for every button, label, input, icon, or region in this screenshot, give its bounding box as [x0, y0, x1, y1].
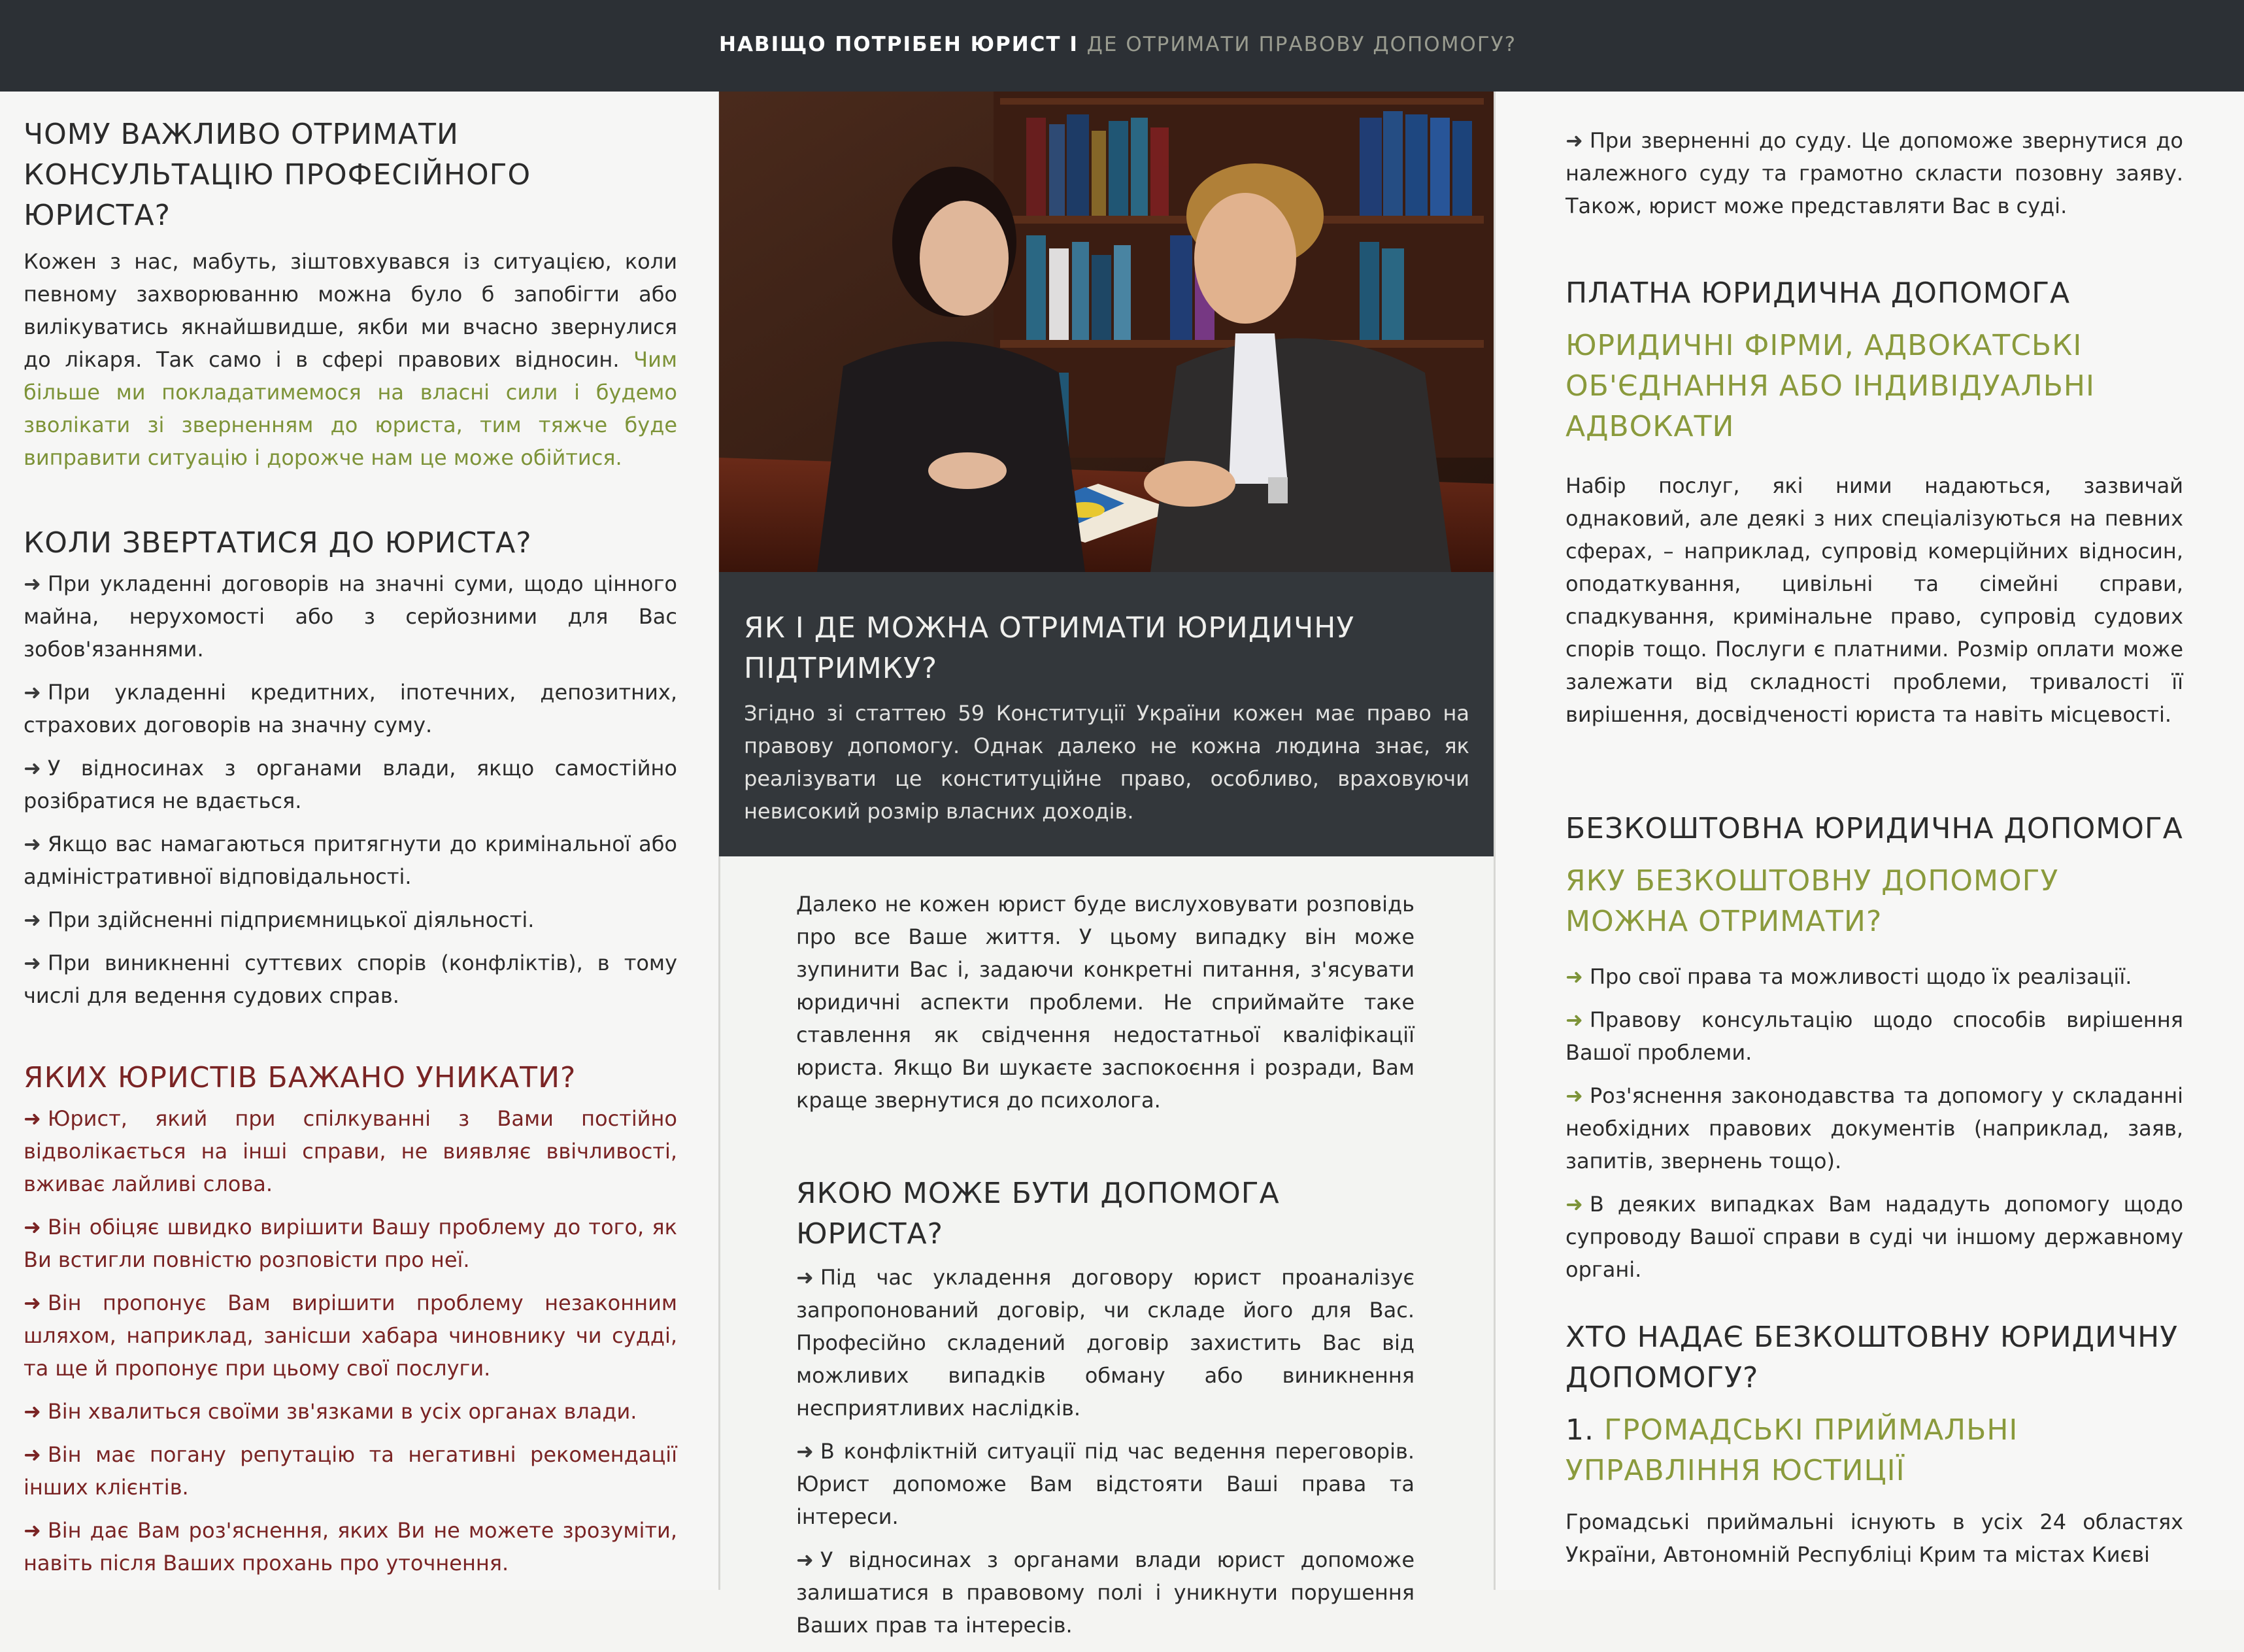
fold-line-right — [1494, 92, 1496, 1590]
header-bar — [0, 0, 2244, 92]
bullet-item — [24, 828, 677, 893]
arrow-right-icon: ➜ — [24, 1215, 41, 1239]
bullet-text: В конфліктній ситуації під час ведення переговорів. Юрист допоможе Вам відстояти Ваші права та інтереси. — [796, 1439, 1415, 1529]
bullet-item — [24, 1287, 677, 1385]
bullet-item — [24, 947, 677, 1012]
section-subtitle: ЯКУ БЕЗКОШТОВНУ ДОПОМОГУ МОЖНА ОТРИМАТИ? — [1566, 864, 2059, 938]
section-text: Набір послуг, які ними надаються, зазвичай однаковий, але деякі з них спеціалізуються на певних сферах, – наприклад, супровід комерційних відносин, оподаткування, цивільні та сімейні справи, спадкування, кримінальне право, супровід судових спорів тощо. Послуги є платними. Розмір оплати може залежати від складності проблеми, тривалості її вирішення, досвідченості юриста та навіть місцевості. — [1566, 473, 2183, 727]
section-title: ПЛАТНА ЮРИДИЧНА ДОПОМОГА — [1566, 277, 2071, 310]
middle-paragraph — [796, 888, 1415, 1117]
bullet-text: Він хвалиться своїми зв'язками в усіх органах влади. — [47, 1399, 637, 1424]
section-title: БЕЗКОШТОВНА ЮРИДИЧНА ДОПОМОГА — [1566, 812, 2183, 845]
bullet-item — [796, 1543, 1415, 1642]
section-when-to-contact — [24, 523, 677, 1022]
section-text: Громадські приймальні існують в усіх 24 областях України, Автономній Республіці Крим та містах Києві — [1566, 1509, 2183, 1567]
section-who-provides — [1566, 1317, 2183, 1571]
bullet-item — [24, 1514, 677, 1579]
bullet-text: Якщо вас намагаються притягнути до кримінальної або адміністративної відповідальності. — [24, 832, 677, 889]
bullet-text: При виникненні суттєвих спорів (конфліктів), в тому числі для ведення судових справ. — [24, 951, 677, 1008]
section-text: Згідно зі статтею 59 Конституції України кожен має право на правову допомогу. Однак далеко не кожна людина знає, як реалізувати це конституційне право, особливо, враховуючи невисокий розмір власних доходів. — [744, 701, 1469, 824]
list-number: 1. — [1566, 1413, 1594, 1447]
bullet-text: У відносинах з органами влади, якщо самостійно розібратися не вдається. — [24, 756, 677, 813]
bullet-item — [24, 903, 677, 936]
bullet-item — [24, 1395, 677, 1428]
arrow-right-icon: ➜ — [796, 1439, 814, 1464]
arrow-right-icon: ➜ — [796, 1547, 814, 1572]
highlight-text: Чим більше ми покладатимемося на власні сили і будемо зволікати зі зверненням до юриста, тим тяжче буде виправити ситуацію і дорожче нам це може обійтися. — [24, 347, 678, 470]
bullet-item — [1566, 1003, 2183, 1069]
section-title: ЯК І ДЕ МОЖНА ОТРИМАТИ ЮРИДИЧНУ ПІДТРИМКУ? — [744, 611, 1355, 685]
bullet-list — [24, 567, 677, 1012]
section-title: ЧОМУ ВАЖЛИВО ОТРИМАТИ КОНСУЛЬТАЦІЮ ПРОФЕСІЙНОГО ЮРИСТА? — [24, 118, 531, 232]
bullet-text: Правову консультацію щодо способів вирішення Вашої проблеми. — [1566, 1007, 2183, 1065]
bullet-item — [24, 1102, 677, 1200]
legal-support-box — [719, 572, 1494, 856]
bullet-text: В деяких випадках Вам нададуть допомогу щодо супроводу Вашої справи в суді чи іншому державному органі. — [1566, 1192, 2183, 1282]
arrow-right-icon: ➜ — [24, 1442, 41, 1467]
bullet-text: При здійсненні підприємницької діяльності. — [47, 907, 535, 932]
bullet-text: При зверненні до суду. Це допоможе звернутися до належного суду та грамотно скласти позовну заяву. Також, юрист може представляти Вас в суді. — [1566, 128, 2183, 218]
section-title: КОЛИ ЗВЕРТАТИСЯ ДО ЮРИСТА? — [24, 526, 532, 560]
arrow-right-icon: ➜ — [24, 1518, 41, 1543]
bullet-text: При укладенні договорів на значні суми, щодо цінного майна, нерухомості або з серйозними для Вас зобов'язаннями. — [24, 571, 677, 662]
section-why-consult — [24, 114, 677, 474]
arrow-right-icon: ➜ — [24, 680, 41, 705]
bullet-text: Він дає Вам роз'яснення, яких Ви не можете зрозуміти, навіть після Ваших прохань про уточнення. — [24, 1518, 677, 1576]
section-text — [24, 245, 677, 474]
section-title: ЯКИХ ЮРИСТІВ БАЖАНО УНИКАТИ? — [24, 1061, 577, 1094]
court-item — [1566, 124, 2183, 222]
arrow-right-icon: ➜ — [1566, 1007, 1583, 1032]
arrow-right-icon: ➜ — [24, 907, 41, 932]
arrow-right-icon: ➜ — [24, 832, 41, 856]
arrow-right-icon: ➜ — [24, 756, 41, 781]
photo-lawyer-consultation — [719, 92, 1494, 572]
subtitle-text: ГРОМАДСЬКІ ПРИЙМАЛЬНІ УПРАВЛІННЯ ЮСТИЦІЇ — [1566, 1413, 2018, 1487]
bullet-item — [1566, 1079, 2183, 1177]
bullet-text: Він пропонує Вам вирішити проблему незаконним шляхом, наприклад, занісши хабара чиновнику чи судді, та ще й пропонує при цьому свої послуги. — [24, 1290, 677, 1381]
intro-text: Кожен з нас, мабуть, зіштовхувався із ситуацією, коли певному захворюванню можна було б запобігти або вилікуватись якнайшвидше, якби ми вчасно звернулися до лікаря. Так само і в сфері правових відносин. — [24, 249, 677, 372]
section-paid-help — [1566, 273, 2183, 731]
arrow-right-icon: ➜ — [24, 571, 41, 596]
bullet-list — [796, 1261, 1415, 1642]
arrow-right-icon: ➜ — [1566, 1083, 1583, 1108]
section-subtitle: ЮРИДИЧНІ ФІРМИ, АДВОКАТСЬКІ ОБ'ЄДНАННЯ АБО ІНДИВІДУАЛЬНІ АДВОКАТИ — [1566, 329, 2095, 443]
title-main: НАВІЩО ПОТРІБЕН ЮРИСТ І — [719, 33, 1079, 56]
bullet-item — [24, 567, 677, 666]
bullet-item — [1566, 1188, 2183, 1286]
bullet-text: У відносинах з органами влади юрист допоможе залишатися в правовому полі і уникнути порушення Ваших прав та інтересів. — [796, 1547, 1415, 1638]
arrow-right-icon: ➜ — [1566, 1192, 1583, 1217]
arrow-right-icon: ➜ — [24, 1290, 41, 1315]
bullet-item — [24, 676, 677, 741]
bullet-text: Він обіцяє швидко вирішити Вашу проблему до того, як Ви встигли повністю розповісти про неї. — [24, 1215, 677, 1272]
bullet-text: При укладенні кредитних, іпотечних, депозитних, страхових договорів на значну суму. — [24, 680, 677, 737]
bullet-text: Юрист, який при спілкуванні з Вами постійно відволікається на інші справи, не виявляє ввічливості, вживає лайливі слова. — [24, 1106, 677, 1196]
section-title: ХТО НАДАЄ БЕЗКОШТОВНУ ЮРИДИЧНУ ДОПОМОГУ? — [1566, 1321, 2179, 1394]
arrow-right-icon: ➜ — [24, 951, 41, 975]
arrow-right-icon: ➜ — [1566, 128, 1583, 153]
bullet-item — [1566, 124, 2183, 222]
consultation-photo-illustration — [719, 92, 1494, 572]
bullet-item — [796, 1435, 1415, 1533]
section-lawyer-help — [796, 1173, 1415, 1652]
arrow-right-icon: ➜ — [1566, 964, 1583, 989]
bullet-text: Він має погану репутацію та негативні рекомендації інших клієнтів. — [24, 1442, 677, 1500]
section-lawyers-to-avoid — [24, 1058, 677, 1590]
arrow-right-icon: ➜ — [796, 1265, 814, 1290]
title-sub: ДЕ ОТРИМАТИ ПРАВОВУ ДОПОМОГУ? — [1086, 33, 1517, 56]
bullet-item — [796, 1261, 1415, 1424]
bullet-text: Під час укладення договору юрист проаналізує запропонований договір, чи складе його для Вас. Професійно складений договір захистить Вас від можливих випадків обману або виникнення несприятливих наслідків. — [796, 1265, 1415, 1421]
bullet-item — [24, 1438, 677, 1504]
arrow-right-icon: ➜ — [24, 1399, 41, 1424]
section-title: ЯКОЮ МОЖЕ БУТИ ДОПОМОГА ЮРИСТА? — [796, 1177, 1280, 1251]
arrow-right-icon: ➜ — [24, 1106, 41, 1131]
bullet-list — [24, 1102, 677, 1579]
section-free-help — [1566, 809, 2183, 1296]
paragraph-text: Далеко не кожен юрист буде вислуховувати розповідь про все Ваше життя. У цьому випадку він може зупинити Вас і, задаючи конкретні питання, з'ясувати юридичні аспекти проблеми. Не сприймайте таке ставлення як свідчення недостатньої кваліфікації юриста. Якщо Ви шукаєте заспокоєння і розради, Вам краще звернутися до психолога. — [796, 892, 1415, 1113]
bullet-text: Про свої права та можливості щодо їх реалізації. — [1589, 964, 2132, 989]
bullet-item — [24, 1211, 677, 1276]
legal-support-content — [744, 608, 1469, 828]
section-subtitle — [1566, 1410, 2183, 1491]
bullet-item — [24, 752, 677, 817]
bullet-list — [1566, 960, 2183, 1286]
brochure-title — [719, 33, 1517, 56]
bullet-text: Роз'яснення законодавства та допомогу у складанні необхідних правових документів (наприклад, заяв, запитів, звернень тощо). — [1566, 1083, 2183, 1173]
bullet-item — [1566, 960, 2183, 993]
